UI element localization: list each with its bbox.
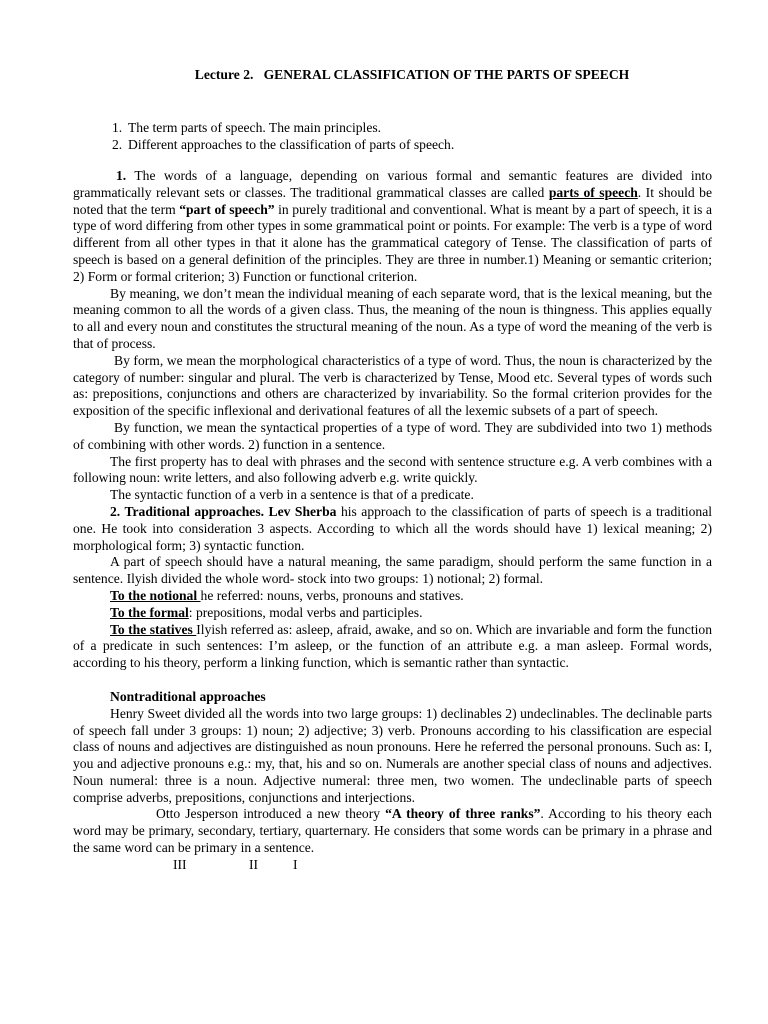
section-heading: Nontraditional approaches	[110, 688, 266, 704]
paragraph-properties: The first property has to deal with phrases and the second with sentence structure e.g. A verb combines with a following noun: write letters, and also following adverb e.g. write quickly.	[73, 453, 712, 486]
lecture-body	[73, 168, 712, 875]
rank-labels	[73, 857, 712, 875]
key-term: parts of speech	[548, 184, 638, 200]
outline-item: 2. Different approaches to the classification of parts of speech.	[112, 137, 455, 152]
paragraph-function: By function, we mean the syntactical properties of a type of word. They are subdivided into two 1) methods of combining with other words. 2) function in a sentence.	[73, 419, 712, 452]
paragraph-notional: To the notional he referred: nouns, verbs, pronouns and statives.	[110, 587, 464, 603]
paragraph-traditional: 2. Traditional approaches. Lev Sherba his approach to the classification of parts of speech is a traditional one. He took into consideration 3 aspects. According to which all the words should have 1) lexical meaning; 2) morphological form; 3) syntactic function.	[73, 503, 712, 553]
rank-label: I	[293, 856, 298, 872]
paragraph-part-of-speech: A part of speech should have a natural meaning, the same paradigm, should perform the same function in a sentence. Ilyish divided the whole word- stock into two groups: 1) notional; 2) formal.	[73, 554, 712, 587]
paragraph-meaning: By meaning, we don’t mean the individual meaning of each separate word, that is the lexical meaning, but the meaning common to all the words of a given class. Thus, the meaning of the noun is thingness. This applies equally to all and every noun and constitutes the structural meaning of the noun. As a type of word the meaning of the verb is that of process.	[73, 285, 712, 351]
paragraph-formal: To the formal: prepositions, modal verbs and participles.	[110, 604, 423, 620]
paragraph-statives: To the statives Ilyish referred as: asleep, afraid, awake, and so on. Which are invariable and form the function of a predicate in such sentences: I’m asleep, or the function of an attribute e.g. a man asleep. Formal words, according to his theory, perform a linking function, which is semantic rather than syntactic.	[73, 621, 712, 671]
paragraph-syntactic: The syntactic function of a verb in a sentence is that of a predicate.	[110, 487, 474, 503]
page-title: Lecture 2. GENERAL CLASSIFICATION OF THE PARTS OF SPEECH	[194, 67, 630, 82]
paragraph-sweet: Henry Sweet divided all the words into two large groups: 1) declinables 2) undeclinables. The declinable parts of speech fall under 3 groups: 1) noun; 2) adjective; 3) verb. Pronouns according to his classification are especial class of nouns and adjectives are distinguished as noun pronouns. Here he referred the personal pronouns. Such as: I, you and adjective pronouns e.g.: my, that, his and so on. Numerals are another special class of nouns and adjectives. Noun numeral: three is a noun. Adjective numeral: three men, two women. The undeclinable parts of speech comprise adverbs, prepositions, conjunctions and interjections.	[73, 705, 712, 805]
rank-label: II	[249, 856, 259, 872]
paragraph-form: By form, we mean the morphological characteristics of a type of word. Thus, the noun is characterized by the category of number: singular and plural. The verb is characterized by Tense, Mood etc. Several types of words such as: prepositions, conjunctions and others are characterized by invariability. So the formal criterion provides for the exposition of the specific inflexional and derivational features of all the lexemic subsets of a part of speech.	[73, 352, 712, 419]
outline-item: 1. The term parts of speech. The main principles.	[112, 120, 382, 135]
lecture-outline	[112, 119, 454, 153]
paragraph-intro: 1. The words of a language, depending on various formal and semantic features are divided into grammatically relevant sets or classes. The traditional grammatical classes are called parts of speech. It should be noted that the term “part of speech” in purely traditional and conventional. What is meant by a part of speech, it is a type of word differing from other types in some grammatical point or points. For example: The verb is a type of word different from all other types in that it alone has the grammatical category of Tense. The classification of parts of speech is based on a general definition of the principles. They are three in number.1) Meaning or semantic criterion; 2) Form or formal criterion; 3) Function or functional criterion.	[73, 168, 713, 284]
rank-label: III	[173, 856, 187, 872]
paragraph-jesperson: Otto Jesperson introduced a new theory “A theory of three ranks”. According to his theory each word may be primary, secondary, tertiary, quarternary. He considers that some words can be primary in a phrase and the same word can be primary in a sentence.	[73, 806, 712, 856]
